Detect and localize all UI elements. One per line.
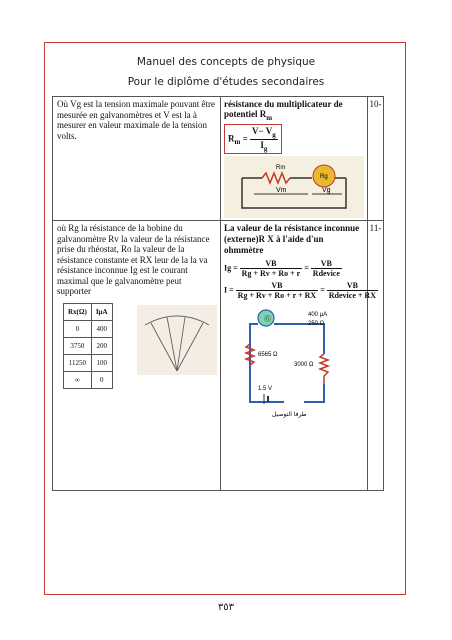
resistance-current-table — [63, 303, 113, 389]
document-title: Manuel des concepts de physique — [136, 56, 316, 68]
i-formula: I = $\frac{VB}{Rg + Rv + Ro + r + RX}$ = $\frac{VB}{\text{Rdevice + RX}}$ — [224, 281, 376, 301]
r2-label: 3000 Ω — [294, 362, 314, 369]
row10-explanation: Où Vg est la tension maximale pouvant être mesurée en galvanomètres et V est la à mesurer en valeur maximale de la tension volts. — [53, 97, 221, 221]
vg-label: Vg — [322, 187, 331, 195]
multiplier-circuit-diagram — [224, 156, 364, 218]
table-row — [53, 97, 384, 221]
table-cell: 0 — [91, 371, 112, 388]
table-header: IμA — [91, 303, 112, 320]
concepts-table — [52, 96, 384, 491]
row11-heading: La valeur de la résistance inconnue (externe)R X à l'aide d'un ohmmètre — [224, 223, 360, 256]
table-cell: 100 — [91, 354, 112, 371]
row10-formula-cell — [221, 97, 368, 221]
table-header: Rx(Ω) — [64, 303, 92, 320]
table-cell: ∞ — [64, 371, 92, 388]
ohmmeter-scale-image — [137, 305, 217, 375]
row11-number: 11- — [368, 221, 384, 491]
row11-explanation: où Rg la résistance de la bobine du galvanomètre Rv la valeur de la résistance prise du rhéostat, Ro la valeur de la résistance constante et RX leur de la la va résistance inconnue Ig est le courant maximal que le galvanomètre peut supporter — [57, 223, 210, 297]
svg-text:Ⓖ: Ⓖ — [264, 316, 271, 324]
row11-explanation-cell — [53, 221, 221, 491]
galv-current-label: 400 μA — [308, 312, 328, 319]
table-cell: 0 — [64, 320, 92, 337]
table-cell: 200 — [91, 337, 112, 354]
galv-resistance-label: 250 Ω — [308, 321, 325, 328]
vm-label: Vm — [276, 187, 287, 195]
table-row — [53, 221, 384, 491]
rm-label: Rm — [276, 165, 286, 172]
multiplier-formula: $R_m$ = $\frac{V- V_g}{I_g}$ — [224, 124, 282, 155]
probes-label: طرفا التوصيل — [272, 411, 307, 419]
ohmmeter-circuit-diagram — [224, 304, 362, 424]
rg-label: Rg — [320, 174, 328, 181]
battery-label: 1.5 V — [258, 386, 273, 393]
row10-heading: résistance du multiplicateur de potentiel $R_m$ — [224, 99, 343, 122]
table-cell: 3750 — [64, 337, 92, 354]
table-cell: 400 — [91, 320, 112, 337]
document-subtitle: Pour le diplôme d'études secondaires — [127, 76, 325, 88]
page-number: ٣٥٣ — [217, 602, 235, 613]
ig-formula: Ig = $\frac{VB}{Rg + Rv + Ro + r}$ = $\frac{VB}{\text{Rdevice}}$ — [224, 259, 340, 279]
row10-number: 10- — [368, 97, 384, 221]
table-cell: 11250 — [64, 354, 92, 371]
r1-label: 6565 Ω — [258, 352, 278, 359]
